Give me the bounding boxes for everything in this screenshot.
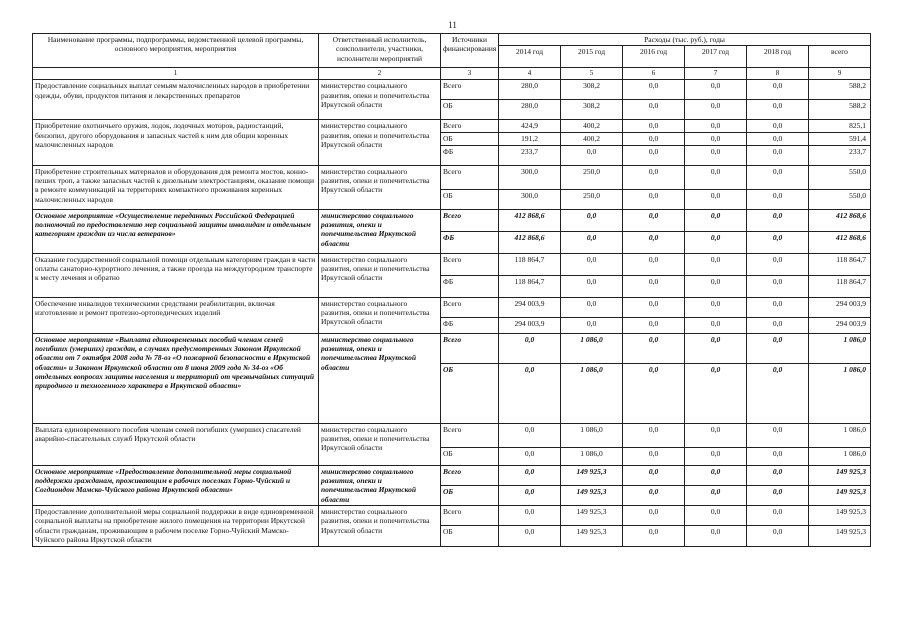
year-value: 300,0 xyxy=(499,165,561,189)
year-value: 0,0 xyxy=(747,165,809,189)
funding-source: Всего xyxy=(441,80,499,100)
year-value: 412 868,6 xyxy=(499,231,561,253)
activity-executor: министерство социального развития, опеки и попечительства Иркутской области xyxy=(319,297,441,333)
year-value: 0,0 xyxy=(747,209,809,231)
year-value: 0,0 xyxy=(623,423,685,447)
funding-source: Всего xyxy=(441,165,499,189)
year-value: 0,0 xyxy=(499,423,561,447)
year-value: 294 003,9 xyxy=(499,297,561,317)
year-value: 0,0 xyxy=(685,485,747,505)
funding-source: ОБ xyxy=(441,447,499,465)
table-row xyxy=(33,120,871,133)
table-row xyxy=(33,506,871,526)
year-value: 118 864,7 xyxy=(499,275,561,297)
funding-source: Всего xyxy=(441,423,499,447)
year-value: 0,0 xyxy=(685,465,747,485)
year-value: 250,0 xyxy=(561,165,623,189)
total-value: 118 864,7 xyxy=(809,275,871,297)
total-value: 588,2 xyxy=(809,100,871,120)
header-expenses: Расходы (тыс. руб.), годы xyxy=(499,34,871,46)
column-number: 2 xyxy=(319,68,441,80)
table-row xyxy=(33,297,871,317)
year-value: 0,0 xyxy=(747,100,809,120)
year-value: 149 925,3 xyxy=(561,526,623,546)
year-value: 0,0 xyxy=(747,423,809,447)
activity-name: Основное мероприятие «Осуществление переданных Российской Федерацией полномочий по предоставлению мер социальной защиты инвалидам и отдельным категориям граждан из числа ветеранов» xyxy=(33,209,319,253)
funding-source: ОБ xyxy=(441,189,499,209)
year-value: 118 864,7 xyxy=(499,253,561,275)
column-number: 3 xyxy=(441,68,499,80)
year-value: 0,0 xyxy=(685,120,747,133)
year-value: 0,0 xyxy=(685,297,747,317)
year-value: 0,0 xyxy=(685,189,747,209)
activity-executor: министерство социального развития, опеки и попечительства Иркутской области xyxy=(319,120,441,165)
year-value: 0,0 xyxy=(623,209,685,231)
year-value: 0,0 xyxy=(747,526,809,546)
funding-source: ФБ xyxy=(441,231,499,253)
year-value: 0,0 xyxy=(747,133,809,145)
year-value: 0,0 xyxy=(685,317,747,333)
year-value: 280,0 xyxy=(499,80,561,100)
year-value: 0,0 xyxy=(561,297,623,317)
year-value: 0,0 xyxy=(747,275,809,297)
year-value: 233,7 xyxy=(499,145,561,165)
year-value: 0,0 xyxy=(499,333,561,363)
column-number: 6 xyxy=(623,68,685,80)
year-value: 0,0 xyxy=(747,80,809,100)
total-value: 550,0 xyxy=(809,165,871,189)
activity-name: Основное мероприятие «Предоставление дополнительной меры социальной поддержки гражданам, проживающим в рабочих поселках Горно-Чуйский и Согдиондон Мамско-Чуйского района Иркутской области» xyxy=(33,465,319,506)
year-value: 0,0 xyxy=(747,231,809,253)
year-value: 0,0 xyxy=(623,100,685,120)
year-value: 0,0 xyxy=(685,423,747,447)
activity-name: Приобретение строительных материалов и оборудования для ремонта мостов, конно-пеших троп, а также запасных частей к дизельным электростанциям, оказание помощи в ремонте коммуникаций на территориях компактного проживания коренных малочисленных народов xyxy=(33,165,319,209)
total-value: 149 925,3 xyxy=(809,506,871,526)
year-value: 0,0 xyxy=(499,465,561,485)
activity-name: Основное мероприятие «Выплата единовременных пособий членам семей погибших (умерших) граждан, в случаях предусмотренных Законом Иркутской области от 7 октября 2008 года № 78-оз «О пожарной безопасности в Иркутской области» и Законом Иркутской области от 8 июня 2009 года № 34-оз «Об отдельных вопросах защиты населения и территорий от чрезвычайных ситуаций природного и техногенного характера в Иркутской области» xyxy=(33,333,319,423)
year-value: 0,0 xyxy=(623,120,685,133)
year-value: 412 868,6 xyxy=(499,209,561,231)
year-value: 0,0 xyxy=(747,485,809,505)
table-row xyxy=(33,165,871,189)
activity-name: Предоставление дополнительной меры социальной поддержки в виде единовременной социальной выплаты на приобретение жилого помещения на территории Иркутской области гражданам, проживающим в рабочем поселке Горно-Чуйский Мамско-Чуйского района Иркутской области xyxy=(33,506,319,547)
total-value: 412 868,6 xyxy=(809,231,871,253)
column-number: 7 xyxy=(685,68,747,80)
header-name: Наименование программы, подпрограммы, ведомственной целевой программы, основного мероприятия, мероприятия xyxy=(33,34,319,68)
total-value: 149 925,3 xyxy=(809,465,871,485)
year-value: 300,0 xyxy=(499,189,561,209)
year-value: 0,0 xyxy=(685,209,747,231)
funding-source: ОБ xyxy=(441,526,499,546)
total-value: 1 086,0 xyxy=(809,363,871,423)
total-value: 294 003,9 xyxy=(809,297,871,317)
total-value: 588,2 xyxy=(809,80,871,100)
year-value: 0,0 xyxy=(685,80,747,100)
year-value: 0,0 xyxy=(685,506,747,526)
activity-name: Выплата единовременного пособия членам семей погибших (умерших) спасателей аварийно-спасательных служб Иркутской области xyxy=(33,423,319,465)
funding-source: ФБ xyxy=(441,317,499,333)
activity-name: Обеспечение инвалидов техническими средствами реабилитации, включая изготовление и ремонт протезно-ортопедических изделий xyxy=(33,297,319,333)
year-value: 0,0 xyxy=(685,333,747,363)
funding-source: Всего xyxy=(441,465,499,485)
activity-name: Предоставление социальных выплат семьям малочисленных народов в приобретении одежды, обуви, продуктов питания и лекарственных препаратов xyxy=(33,80,319,120)
funding-source: Всего xyxy=(441,253,499,275)
year-value: 0,0 xyxy=(685,363,747,423)
column-number: 5 xyxy=(561,68,623,80)
total-value: 149 925,3 xyxy=(809,526,871,546)
year-value: 0,0 xyxy=(747,253,809,275)
year-value: 308,2 xyxy=(561,100,623,120)
activity-executor: министерство социального развития, опеки и попечительства Иркутской области xyxy=(319,80,441,120)
year-value: 0,0 xyxy=(747,120,809,133)
year-value: 0,0 xyxy=(747,465,809,485)
table-row xyxy=(33,333,871,363)
total-value: 1 086,0 xyxy=(809,423,871,447)
year-value: 0,0 xyxy=(747,189,809,209)
total-value: 550,0 xyxy=(809,189,871,209)
activity-executor: министерство социального развития, опеки и попечительства Иркутской области xyxy=(319,465,441,506)
header-year: 2018 год xyxy=(747,46,809,68)
year-value: 0,0 xyxy=(747,333,809,363)
year-value: 0,0 xyxy=(561,253,623,275)
total-value: 412 868,6 xyxy=(809,209,871,231)
year-value: 0,0 xyxy=(623,133,685,145)
year-value: 0,0 xyxy=(623,275,685,297)
activity-executor: министерство социального развития, опеки и попечительства Иркутской области xyxy=(319,333,441,423)
year-value: 0,0 xyxy=(685,447,747,465)
funding-source: Всего xyxy=(441,209,499,231)
year-value: 0,0 xyxy=(623,526,685,546)
year-value: 0,0 xyxy=(623,165,685,189)
total-value: 118 864,7 xyxy=(809,253,871,275)
year-value: 1 086,0 xyxy=(561,333,623,363)
funding-source: ОБ xyxy=(441,363,499,423)
year-value: 0,0 xyxy=(685,275,747,297)
year-value: 0,0 xyxy=(499,447,561,465)
total-value: 1 086,0 xyxy=(809,447,871,465)
funding-source: Всего xyxy=(441,506,499,526)
year-value: 0,0 xyxy=(561,275,623,297)
year-value: 294 003,9 xyxy=(499,317,561,333)
year-value: 0,0 xyxy=(747,447,809,465)
column-number: 9 xyxy=(809,68,871,80)
year-value: 424,9 xyxy=(499,120,561,133)
total-value: 825,1 xyxy=(809,120,871,133)
funding-source: ОБ xyxy=(441,100,499,120)
year-value: 0,0 xyxy=(499,363,561,423)
year-value: 0,0 xyxy=(623,317,685,333)
year-value: 400,2 xyxy=(561,133,623,145)
table-row xyxy=(33,209,871,231)
header-total: всего xyxy=(809,46,871,68)
year-value: 0,0 xyxy=(685,165,747,189)
activity-executor: министерство социального развития, опеки и попечительства Иркутской области xyxy=(319,253,441,297)
year-value: 0,0 xyxy=(623,465,685,485)
funding-source: Всего xyxy=(441,297,499,317)
header-year: 2017 год xyxy=(685,46,747,68)
budget-table xyxy=(32,33,871,547)
total-value: 1 086,0 xyxy=(809,333,871,363)
activity-name: Приобретение охотничьего оружия, лодок, лодочных моторов, радиостанций, бензопил, другого оборудования и запасных частей к ним для общин коренных малочисленных народов xyxy=(33,120,319,165)
header-executor: Ответственный исполнитель, соисполнители, участники, исполнители мероприятий xyxy=(319,34,441,68)
year-value: 1 086,0 xyxy=(561,447,623,465)
table-body xyxy=(33,80,871,546)
year-value: 0,0 xyxy=(623,485,685,505)
year-value: 0,0 xyxy=(561,209,623,231)
year-value: 149 925,3 xyxy=(561,465,623,485)
year-value: 0,0 xyxy=(747,145,809,165)
year-value: 0,0 xyxy=(623,333,685,363)
total-value: 294 003,9 xyxy=(809,317,871,333)
funding-source: Всего xyxy=(441,333,499,363)
header-source: Источники финансирования xyxy=(441,34,499,68)
year-value: 0,0 xyxy=(623,447,685,465)
year-value: 0,0 xyxy=(623,145,685,165)
funding-source: ОБ xyxy=(441,133,499,145)
year-value: 0,0 xyxy=(685,133,747,145)
year-value: 149 925,3 xyxy=(561,485,623,505)
year-value: 0,0 xyxy=(561,317,623,333)
year-value: 0,0 xyxy=(499,485,561,505)
year-value: 0,0 xyxy=(747,363,809,423)
year-value: 0,0 xyxy=(561,231,623,253)
year-value: 191,2 xyxy=(499,133,561,145)
header-year: 2015 год xyxy=(561,46,623,68)
column-number: 1 xyxy=(33,68,319,80)
column-number: 4 xyxy=(499,68,561,80)
table-row xyxy=(33,465,871,485)
year-value: 400,2 xyxy=(561,120,623,133)
year-value: 1 086,0 xyxy=(561,363,623,423)
year-value: 0,0 xyxy=(747,297,809,317)
activity-executor: министерство социального развития, опеки и попечительства Иркутской области xyxy=(319,506,441,547)
year-value: 0,0 xyxy=(623,80,685,100)
column-number: 8 xyxy=(747,68,809,80)
table-row xyxy=(33,423,871,447)
total-value: 233,7 xyxy=(809,145,871,165)
year-value: 0,0 xyxy=(685,526,747,546)
year-value: 0,0 xyxy=(499,526,561,546)
funding-source: ФБ xyxy=(441,275,499,297)
year-value: 0,0 xyxy=(685,145,747,165)
activity-executor: министерство социального развития, опеки и попечительства Иркутской области xyxy=(319,423,441,465)
year-value: 0,0 xyxy=(623,253,685,275)
page-number: 11 xyxy=(448,20,457,30)
year-value: 0,0 xyxy=(623,363,685,423)
header-year: 2014 год xyxy=(499,46,561,68)
activity-executor: министерство социального развития, опеки и попечительства Иркутской области xyxy=(319,165,441,209)
total-value: 591,4 xyxy=(809,133,871,145)
year-value: 0,0 xyxy=(747,317,809,333)
funding-source: ОБ xyxy=(441,485,499,505)
year-value: 0,0 xyxy=(561,145,623,165)
year-value: 0,0 xyxy=(685,100,747,120)
year-value: 149 925,3 xyxy=(561,506,623,526)
funding-source: Всего xyxy=(441,120,499,133)
year-value: 250,0 xyxy=(561,189,623,209)
year-value: 0,0 xyxy=(623,231,685,253)
year-value: 1 086,0 xyxy=(561,423,623,447)
total-value: 149 925,3 xyxy=(809,485,871,505)
year-value: 0,0 xyxy=(685,253,747,275)
year-value: 0,0 xyxy=(623,297,685,317)
year-value: 308,2 xyxy=(561,80,623,100)
table-row xyxy=(33,80,871,100)
activity-executor: министерство социального развития, опеки и попечительства Иркутской области xyxy=(319,209,441,253)
funding-source: ФБ xyxy=(441,145,499,165)
year-value: 0,0 xyxy=(685,231,747,253)
activity-name: Оказание государственной социальной помощи отдельным категориям граждан в части оплаты санаторно-курортного лечения, а также проезда на междугородном транспорте к месту лечения и обратно xyxy=(33,253,319,297)
year-value: 0,0 xyxy=(623,189,685,209)
header-year: 2016 год xyxy=(623,46,685,68)
year-value: 0,0 xyxy=(499,506,561,526)
year-value: 0,0 xyxy=(747,506,809,526)
table-row xyxy=(33,253,871,275)
year-value: 280,0 xyxy=(499,100,561,120)
year-value: 0,0 xyxy=(623,506,685,526)
